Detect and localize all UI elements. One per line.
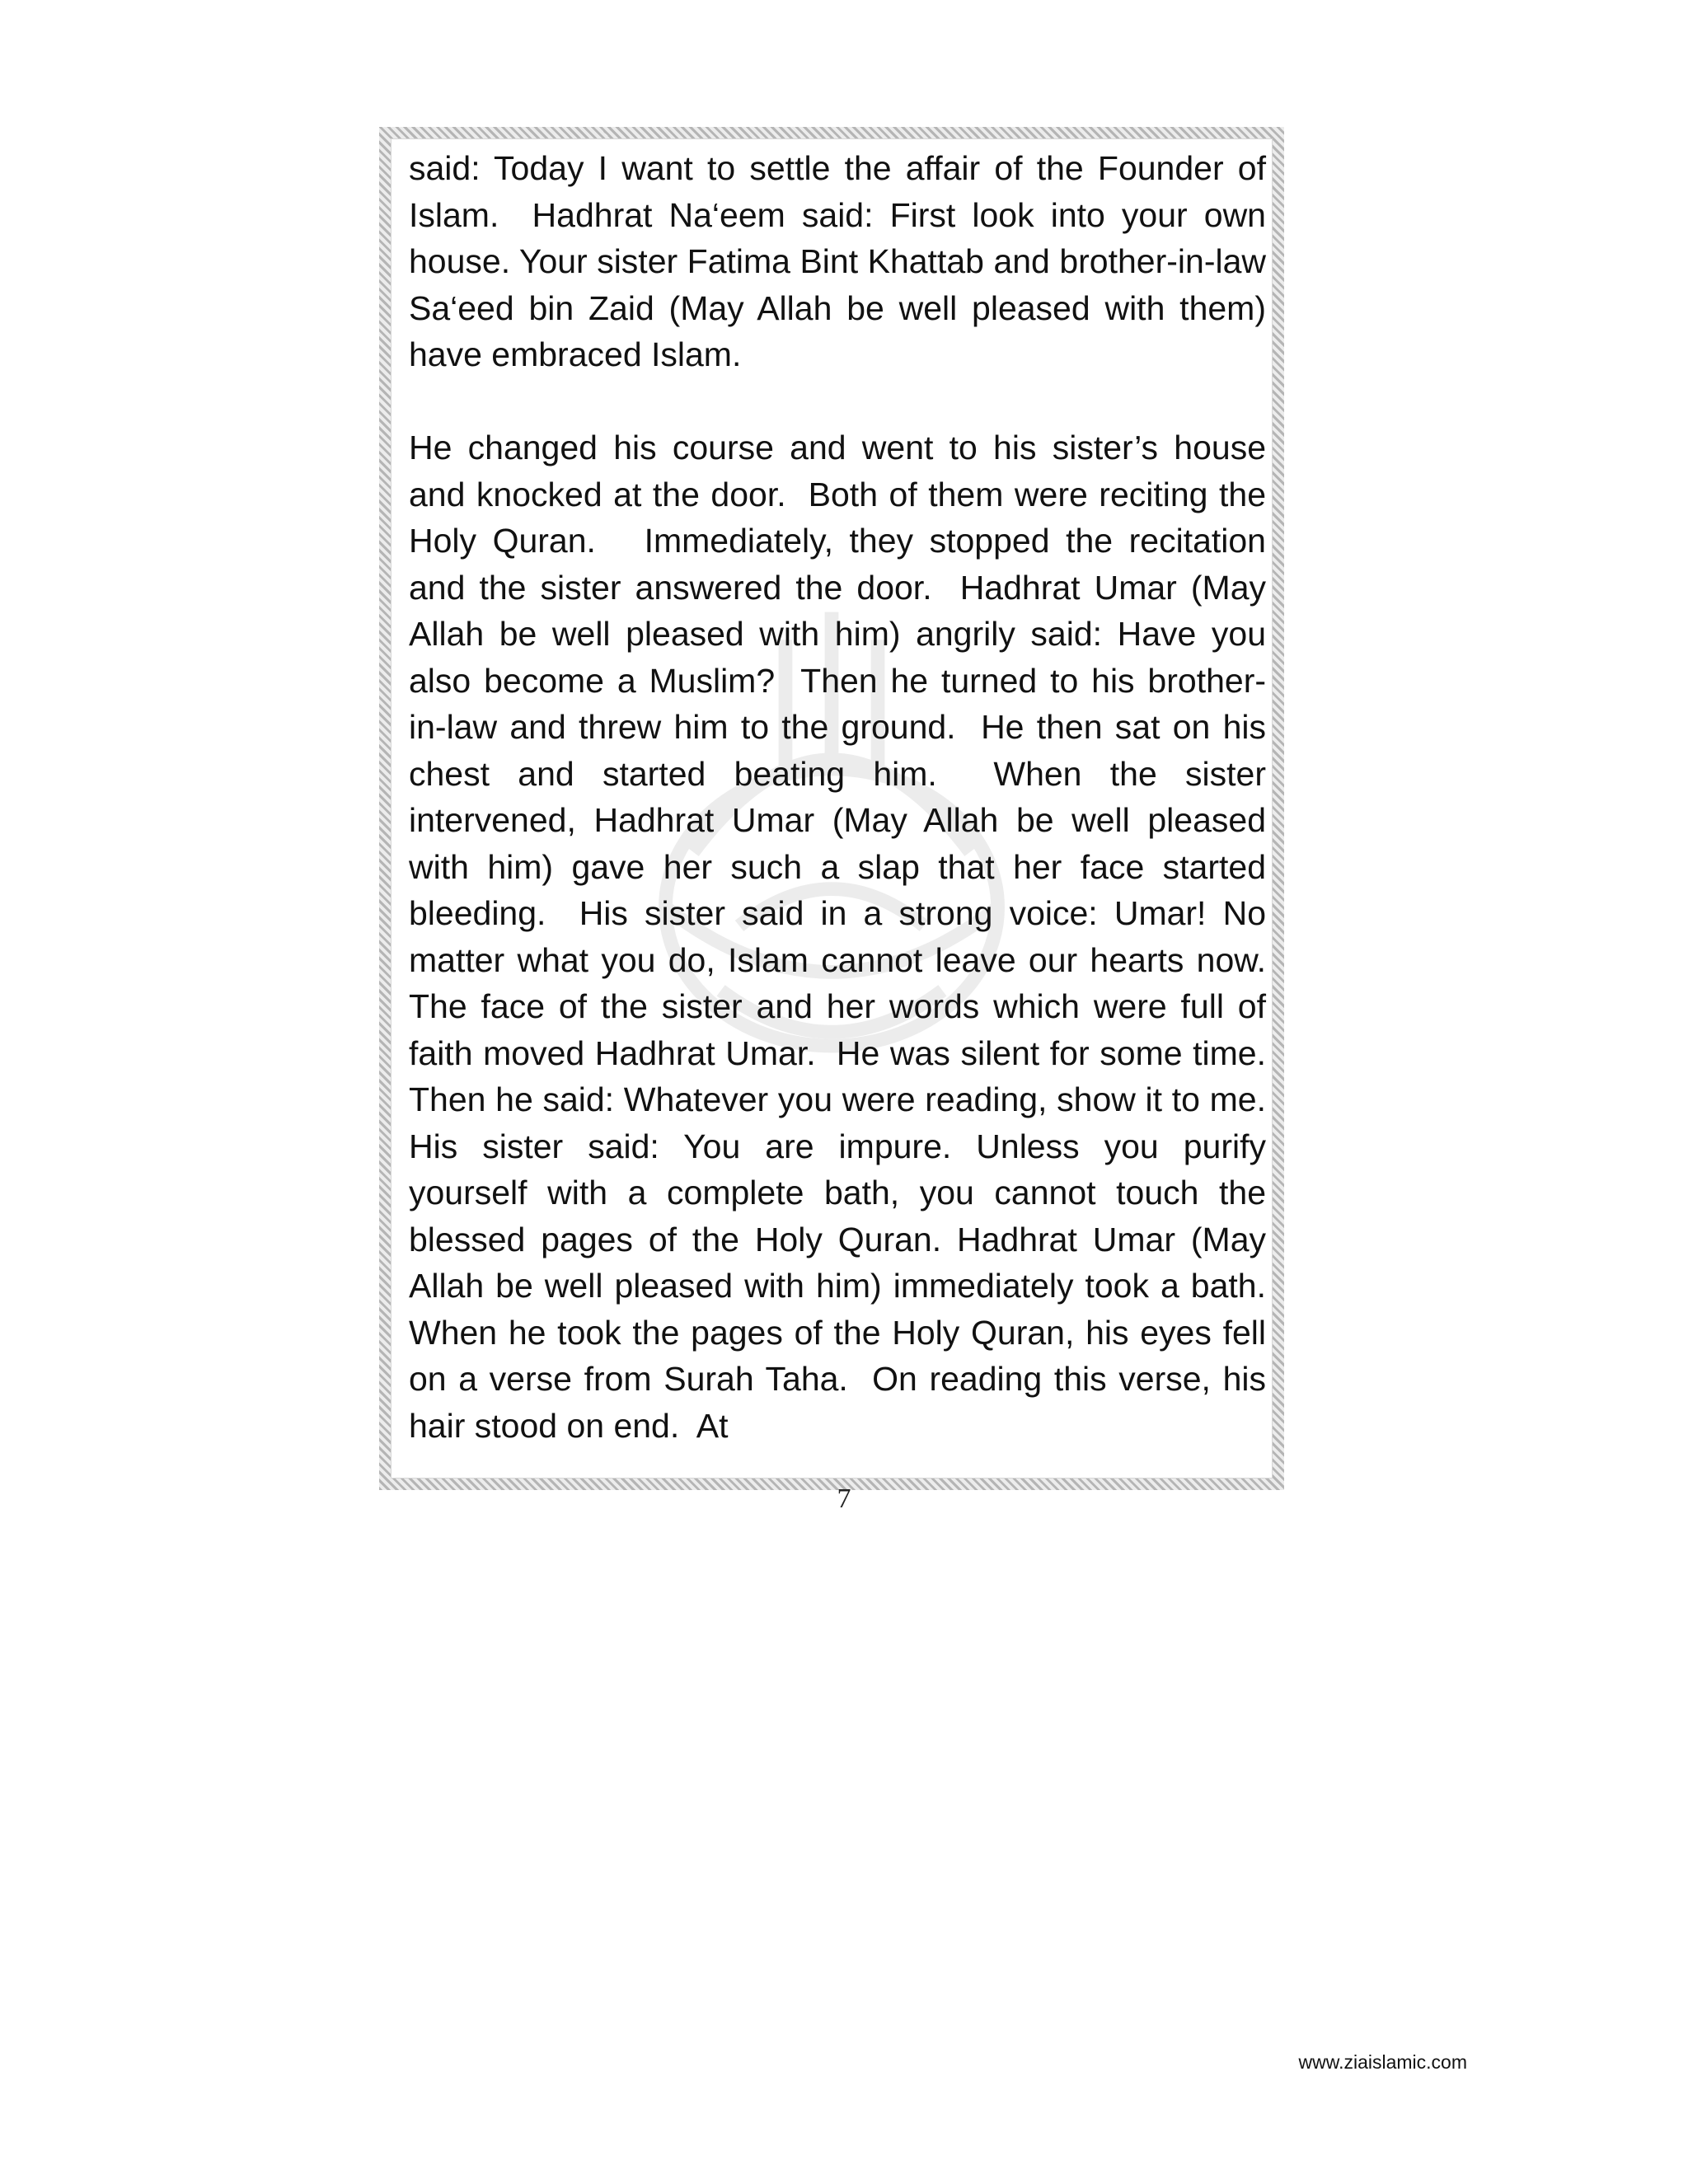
document-body (409, 145, 1285, 1449)
website-footer: www.ziaislamic.com (1298, 2051, 1467, 2073)
page-number: 7 (837, 1483, 851, 1514)
paragraph-1: said: Today I want to settle the affair of the Founder of Islam. Hadhrat Na‘eem said: First look into your own house. Your sister Fatima Bint Khattab and brother-in-law Sa‘eed bin Zaid (May Allah be well pleased with them) have embraced Islam. (409, 149, 1276, 373)
page-frame (379, 127, 1284, 1490)
paragraph-2: He changed his course and went to his sister’s house and knocked at the door. Both of them were reciting the Holy Quran. Immediately, they stopped the recitation and the sister answered the door. Hadhrat Umar (May Allah be well pleased with him) angrily said: Have you also become a Muslim? Then he turned to his brother-in-law and threw him to the ground. He then sat on his chest and started beating him. When the sister intervened, Hadhrat Umar (May Allah be well pleased with him) gave her such a slap that her face started bleeding. His sister said in a strong voice: Umar! No matter what you do, Islam cannot leave our hearts now. The face of the sister and her words which were full of faith moved Hadhrat Umar. He was silent for some time. Then he said: Whatever you were reading, show it to me. His sister said: You are impure. Unless you purify yourself with a complete bath, you cannot touch the blessed pages of the Holy Quran. Hadhrat Umar (May Allah be well pleased with him) immediately took a bath. When he took the pages of the Holy Quran, his eyes fell on a verse from Surah Taha. On reading this verse, his hair stood on end. At (409, 429, 1285, 1445)
